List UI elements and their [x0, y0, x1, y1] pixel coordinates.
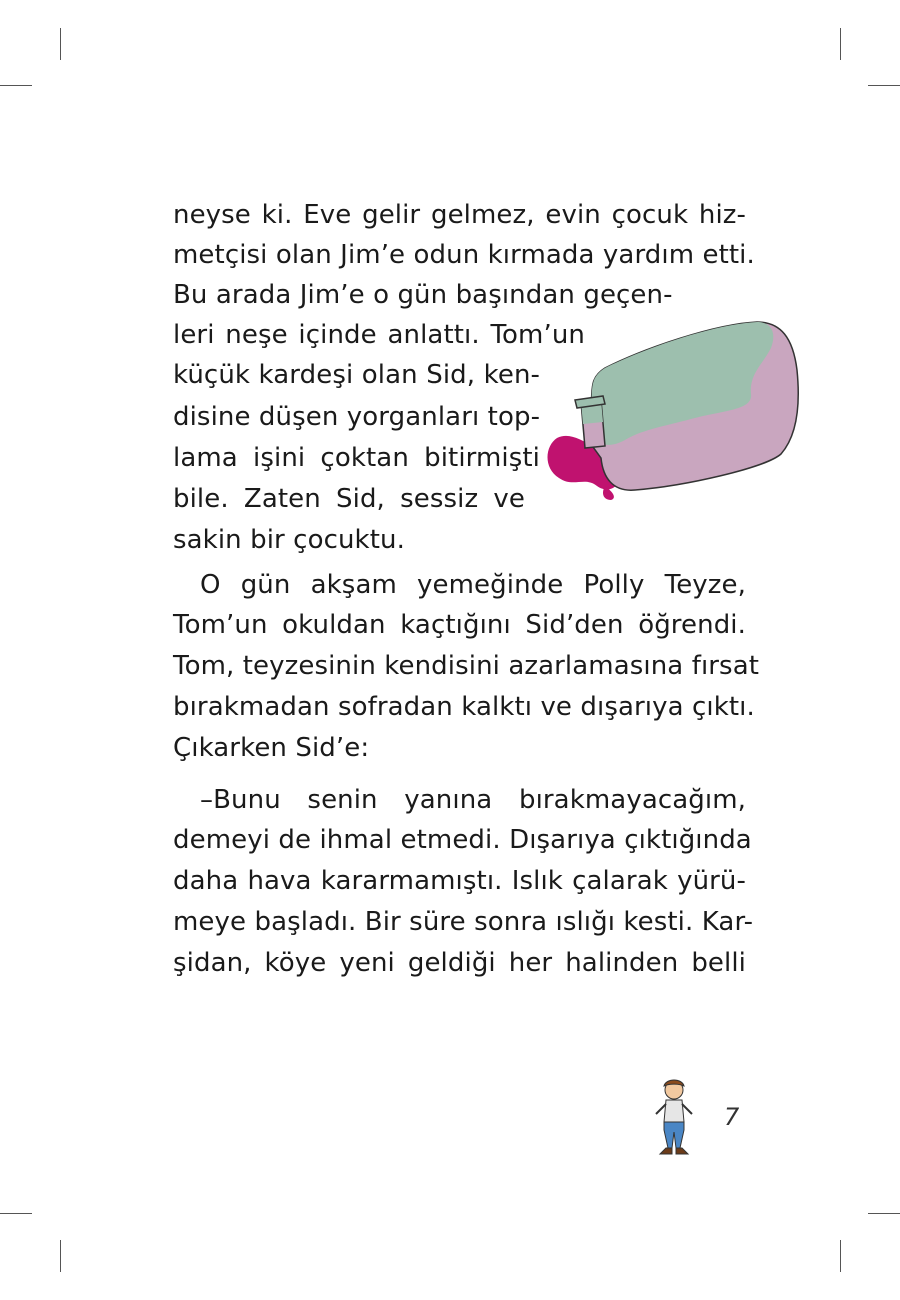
text-line: leri neşe içinde anlattı. Tom’un [173, 320, 585, 350]
crop-mark [60, 28, 61, 60]
text-line: bile. Zaten Sid, sessiz ve [173, 484, 525, 514]
walking-boy-illustration [650, 1078, 700, 1158]
text-line: sakin bir çocuktu. [173, 525, 405, 555]
crop-mark [840, 1240, 841, 1272]
crop-mark [868, 1213, 900, 1214]
text-line: neyse ki. Eve gelir gelmez, evin çocuk hiz- [173, 200, 746, 230]
text-line: şidan, köye yeni geldiği her halinden belli [173, 948, 746, 978]
text-line: Tom’un okuldan kaçtığını Sid’den öğrendi. [173, 610, 746, 640]
text-line: –Bunu senin yanına bırakmayacağım, [200, 785, 746, 815]
boy-trousers [664, 1122, 684, 1148]
spilled-bottle-illustration [545, 318, 800, 508]
text-line: demeyi de ihmal etmedi. Dışarıya çıktığında [173, 825, 752, 855]
text-line: metçisi olan Jim’e odun kırmada yardım etti. [173, 240, 755, 270]
page-number: 7 [724, 1103, 740, 1131]
text-line: bırakmadan sofradan kalktı ve dışarıya çıktı. [173, 692, 755, 722]
text-line: Çıkarken Sid’e: [173, 733, 370, 763]
crop-mark [60, 1240, 61, 1272]
crop-mark [0, 1213, 32, 1214]
crop-mark [868, 85, 900, 86]
text-line: Tom, teyzesinin kendisini azarlamasına fırsat [173, 651, 760, 681]
boy-shirt [664, 1100, 684, 1122]
text-line: lama işini çoktan bitirmişti [173, 443, 540, 473]
text-line: küçük kardeşi olan Sid, ken- [173, 360, 540, 390]
boy-shoes [660, 1148, 688, 1154]
text-line: disine düşen yorganları top- [173, 402, 541, 432]
text-line: O gün akşam yemeğinde Polly Teyze, [200, 570, 746, 600]
crop-mark [0, 85, 32, 86]
text-line: meye başladı. Bir süre sonra ıslığı kesti. Kar- [173, 907, 754, 937]
text-line: daha hava kararmamıştı. Islık çalarak yürü- [173, 866, 746, 896]
crop-mark [840, 28, 841, 60]
text-line: Bu arada Jim’e o gün başından geçen- [173, 280, 673, 310]
